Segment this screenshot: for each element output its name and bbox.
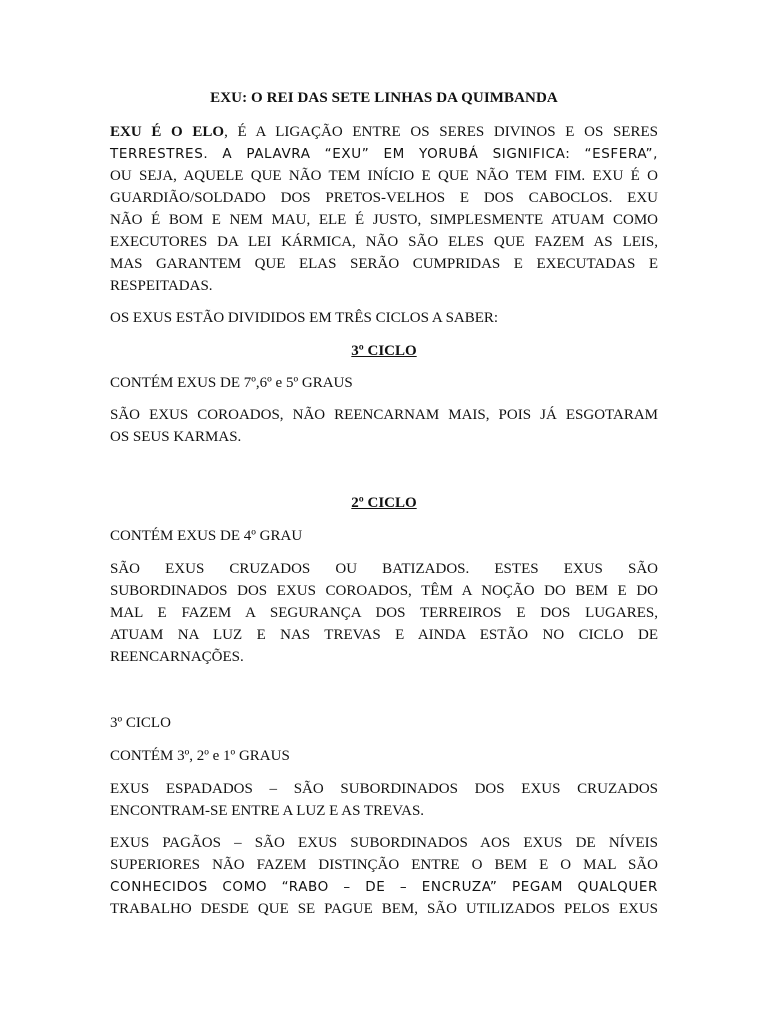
section-2-contains: CONTÉM EXUS DE 4º GRAU: [110, 528, 303, 544]
section-1-heading: 3º CICLO: [351, 343, 417, 359]
intro-line-8: RESPEITADAS.: [110, 278, 213, 294]
intro-line-2: TERRESTRES. A PALAVRA “EXU” EM YORUBÁ SIGNIFICA: “ESFERA”,: [110, 146, 658, 162]
section-3-contains: CONTÉM 3º, 2º e 1º GRAUS: [110, 748, 290, 764]
espadados-paragraph: [110, 778, 658, 822]
section-2-line-4: ATUAM NA LUZ E NAS TREVAS E AINDA ESTÃO NO CICLO DE: [110, 627, 658, 643]
section-1-line-2: OS SEUS KARMAS.: [110, 429, 242, 445]
cycles-intro: OS EXUS ESTÃO DIVIDIDOS EM TRÊS CICLOS A SABER:: [110, 310, 499, 326]
espadados-line-1: EXUS ESPADADOS – SÃO SUBORDINADOS DOS EXUS CRUZADOS: [110, 781, 658, 797]
section-2-heading: 2º CICLO: [351, 495, 417, 511]
pagaos-line-4: TRABALHO DESDE QUE SE PAGUE BEM, SÃO UTILIZADOS PELOS EXUS: [110, 901, 658, 917]
pagaos-line-3: CONHECIDOS COMO “RABO – DE – ENCRUZA” PEGAM QUALQUER: [110, 879, 658, 895]
document-title: EXU: O REI DAS SETE LINHAS DA QUIMBANDA: [210, 90, 558, 106]
intro-line-4: GUARDIÃO/SOLDADO DOS PRETOS-VELHOS E DOS CABOCLOS. EXU: [110, 190, 658, 206]
section-1-line-1: SÃO EXUS COROADOS, NÃO REENCARNAM MAIS, POIS JÁ ESGOTARAM: [110, 407, 658, 423]
intro-line-1-rest: , É A LIGAÇÃO ENTRE OS SERES DIVINOS E OS SERES: [224, 124, 658, 140]
section-2-line-1: SÃO EXUS CRUZADOS OU BATIZADOS. ESTES EXUS SÃO: [110, 561, 658, 577]
section-2-line-3: MAL E FAZEM A SEGURANÇA DOS TERREIROS E DOS LUGARES,: [110, 605, 658, 621]
pagaos-line-1: EXUS PAGÃOS – SÃO EXUS SUBORDINADOS AOS EXUS DE NÍVEIS: [110, 835, 658, 851]
intro-lead: EXU É O ELO: [110, 124, 225, 140]
section-2-paragraph: [110, 558, 658, 668]
section-2-line-2: SUBORDINADOS DOS EXUS COROADOS, TÊM A NOÇÃO DO BEM E DO: [110, 583, 658, 599]
section-1-paragraph: [110, 404, 658, 448]
intro-line-7: MAS GARANTEM QUE ELAS SERÃO CUMPRIDAS E EXECUTADAS E: [110, 256, 658, 272]
intro-line-5: NÃO É BOM E NEM MAU, ELE É JUSTO, SIMPLESMENTE ATUAM COMO: [110, 212, 658, 228]
pagaos-paragraph: [110, 832, 658, 920]
intro-line-3: OU SEJA, AQUELE QUE NÃO TEM INÍCIO E QUE NÃO TEM FIM. EXU É O: [110, 168, 658, 184]
pagaos-line-2: SUPERIORES NÃO FAZEM DISTINÇÃO ENTRE O BEM E O MAL SÃO: [110, 857, 658, 873]
intro-paragraph: [110, 121, 658, 297]
section-1-contains: CONTÉM EXUS DE 7º,6º e 5º GRAUS: [110, 375, 353, 391]
section-2-line-5: REENCARNAÇÕES.: [110, 649, 244, 665]
espadados-line-2: ENCONTRAM-SE ENTRE A LUZ E AS TREVAS.: [110, 803, 425, 819]
intro-line-6: EXECUTORES DA LEI KÁRMICA, NÃO SÃO ELES QUE FAZEM AS LEIS,: [110, 234, 658, 250]
section-3-heading: 3º CICLO: [110, 715, 171, 731]
intro-line-1: [110, 121, 658, 143]
